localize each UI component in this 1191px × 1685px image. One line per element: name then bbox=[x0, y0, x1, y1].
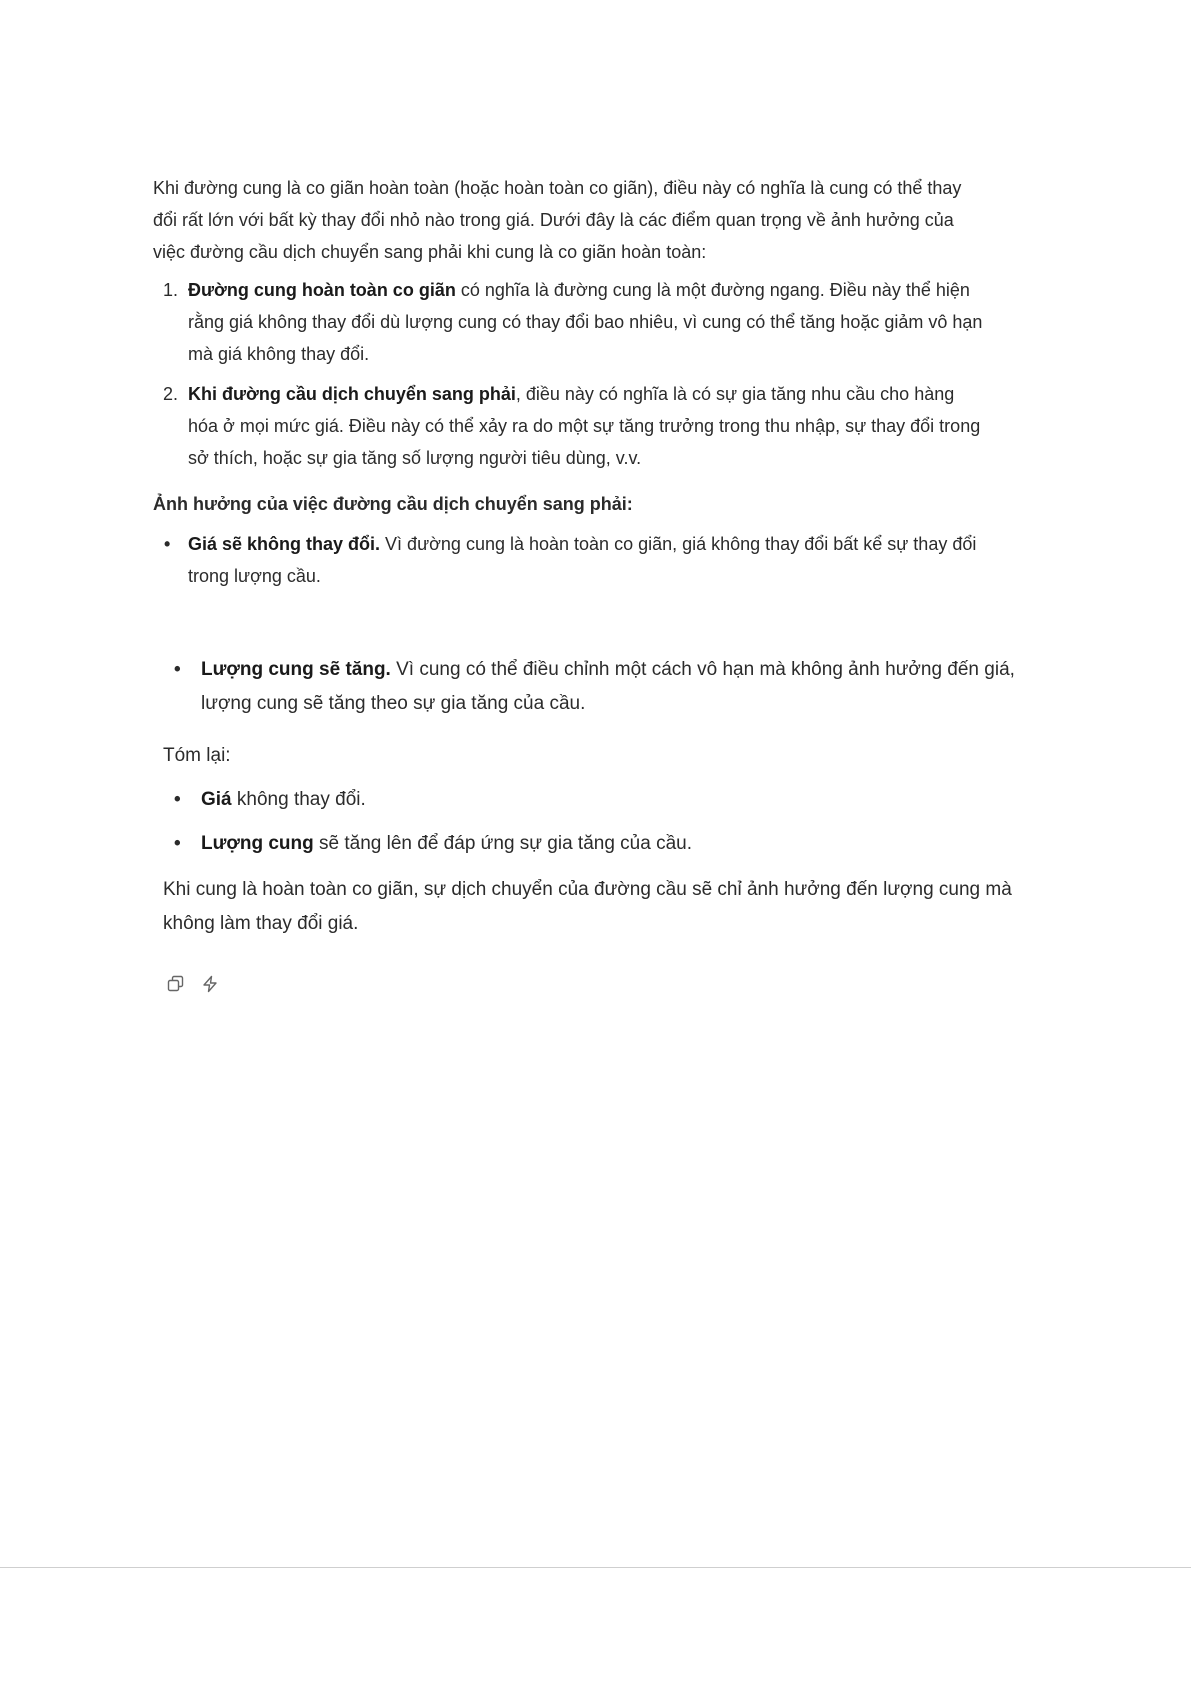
effects-item bbox=[153, 528, 983, 592]
effects-list-continued bbox=[163, 653, 1023, 721]
conclusion-paragraph: Khi cung là hoàn toàn co giãn, sự dịch chuyển của đường cầu sẽ chỉ ảnh hưởng đến lượng cung mà không làm thay đổi giá. bbox=[163, 879, 1012, 934]
page-divider bbox=[0, 1567, 1191, 1568]
item-bold-lead: Giá bbox=[201, 789, 232, 810]
effects-heading: Ảnh hưởng của việc đường cầu dịch chuyển sang phải: bbox=[153, 494, 633, 514]
bullet-marker: • bbox=[164, 534, 171, 554]
summary-item bbox=[163, 827, 1023, 861]
bullet-marker: • bbox=[174, 833, 181, 854]
summary-list bbox=[163, 783, 1023, 861]
item-text: Vì cung có thể điều chỉnh một cách vô hạn mà không ảnh hưởng đến giá, lượng cung sẽ tăng theo sự gia tăng của cầu. bbox=[201, 659, 1015, 714]
message-actions bbox=[166, 974, 220, 994]
item-text: không thay đổi. bbox=[231, 789, 366, 810]
item-number: 1. bbox=[163, 280, 179, 300]
summary-item bbox=[163, 783, 1023, 817]
item-bold-lead: Giá sẽ không thay đổi. bbox=[188, 534, 381, 554]
answer-part-2 bbox=[163, 645, 1023, 941]
regenerate-icon[interactable] bbox=[200, 974, 220, 994]
item-text: sẽ tăng lên để đáp ứng sự gia tăng của cầu. bbox=[313, 833, 693, 854]
copy-icon[interactable] bbox=[166, 974, 186, 994]
item-bold-lead: Khi đường cầu dịch chuyển sang phải bbox=[188, 384, 516, 404]
item-number: 2. bbox=[163, 384, 179, 404]
answer-part-1 bbox=[153, 172, 983, 592]
item-bold-lead: Đường cung hoàn toàn co giãn bbox=[188, 280, 456, 300]
item-text: Vì đường cung là hoàn toàn co giãn, giá không thay đổi bất kể sự thay đổi trong lượng cầu. bbox=[188, 534, 977, 586]
effects-item bbox=[163, 653, 1023, 721]
bullet-marker: • bbox=[174, 789, 181, 810]
bullet-marker: • bbox=[174, 659, 181, 680]
effects-list bbox=[153, 528, 983, 592]
numbered-item bbox=[153, 274, 983, 370]
item-text: , điều này có nghĩa là có sự gia tăng nhu cầu cho hàng hóa ở mọi mức giá. Điều này có thể xảy ra do một sự tăng trưởng trong thu nhập, sự thay đổi trong sở thích, hoặc sự gia tăng số lượng người tiêu dùng, v.v. bbox=[188, 384, 981, 468]
summary-title: Tóm lại: bbox=[163, 745, 231, 766]
item-bold-lead: Lượng cung sẽ tăng. bbox=[201, 659, 391, 680]
numbered-list bbox=[153, 274, 983, 474]
item-bold-lead: Lượng cung bbox=[201, 833, 314, 854]
item-text: có nghĩa là đường cung là một đường ngang. Điều này thể hiện rằng giá không thay đổi dù lượng cung có thay đổi bao nhiêu, vì cung có thể tăng hoặc giảm vô hạn mà giá không thay đổi. bbox=[188, 280, 983, 364]
intro-paragraph: Khi đường cung là co giãn hoàn toàn (hoặc hoàn toàn co giãn), điều này có nghĩa là cung có thể thay đổi rất lớn với bất kỳ thay đổi nhỏ nào trong giá. Dưới đây là các điểm quan trọng về ảnh hưởng của việc đường cầu dịch chuyển sang phải khi cung là co giãn hoàn toàn: bbox=[153, 178, 962, 262]
numbered-item bbox=[153, 378, 983, 474]
